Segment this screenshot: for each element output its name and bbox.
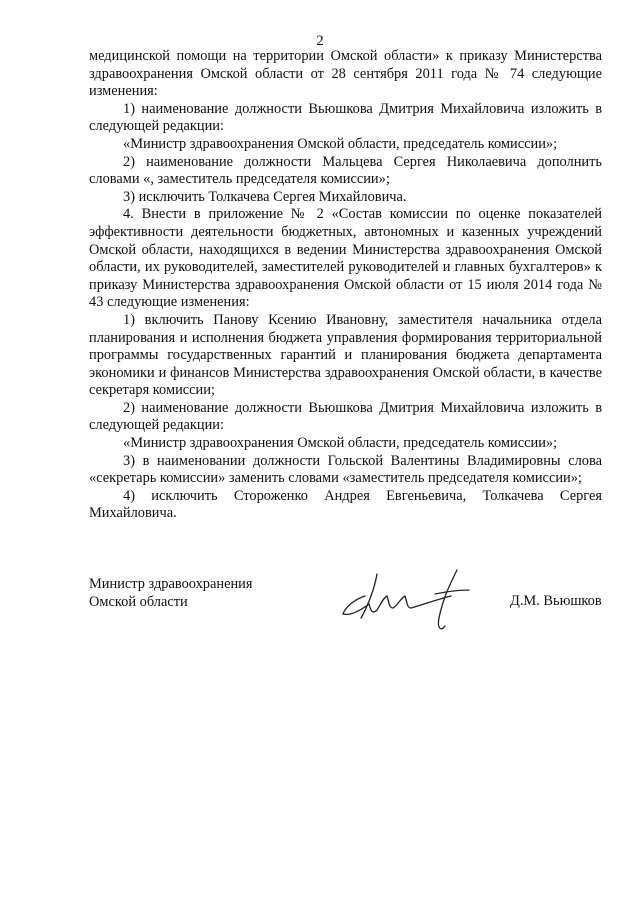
paragraph-item: 2) наименование должности Вьюшкова Дмитрия Михайловича изложить в следующей редакции: xyxy=(89,399,602,434)
signatory-name: Д.М. Вьюшков xyxy=(510,593,602,609)
paragraph-item: 3) исключить Толкачева Сергея Михайловича. xyxy=(123,188,407,205)
signatory-title-line: Министр здравоохранения xyxy=(89,576,253,592)
paragraph-item: 4) исключить Стороженко Андрея Евгеньевича, Толкачева Сергея Михайловича. xyxy=(89,487,602,522)
paragraph-section: 4. Внести в приложение № 2 «Состав комиссии по оценке показателей эффективности деятельности бюджетных, автономных и казенных учреждений Омской области, находящихся в ведении Министерства здравоохранения Омской области, их руководителей, заместителей руководителей и главных бухгалтеров» к приказу Министерства здравоохранения Омской области от 15 июля 2014 года № 43 следующие изменения: xyxy=(89,206,602,311)
page-number: 2 xyxy=(316,33,324,49)
paragraph-quote: «Министр здравоохранения Омской области, председатель комиссии»; xyxy=(123,435,558,452)
handwritten-signature xyxy=(339,566,489,636)
signature-block xyxy=(89,576,629,636)
paragraph-item: 2) наименование должности Мальцева Сергея Николаевича дополнить словами «, заместитель председателя комиссии»; xyxy=(89,153,602,188)
paragraph-item: 1) включить Панову Ксению Ивановну, заместителя начальника отдела планирования и исполнения бюджета управления формирования территориальной программы государственных гарантий и планирования бюджета департамента экономики и финансов Министерства здравоохранения Омской области, в качестве секретаря комиссии; xyxy=(89,311,602,399)
paragraph-item: 1) наименование должности Вьюшкова Дмитрия Михайловича изложить в следующей редакции: xyxy=(89,100,602,135)
paragraph-continuation: медицинской помощи на территории Омской области» к приказу Министерства здравоохранения Омской области от 28 сентября 2011 года № 74 следующие изменения: xyxy=(89,48,602,100)
paragraph-item: 3) в наименовании должности Гольской Валентины Владимировны слова «секретарь комиссии» заменить словами «заместитель председателя комиссии»; xyxy=(89,452,602,487)
signatory-title xyxy=(89,576,253,611)
paragraph-quote: «Министр здравоохранения Омской области, председатель комиссии»; xyxy=(123,135,558,152)
signatory-title-line: Омской области xyxy=(89,593,188,610)
document-body xyxy=(89,48,602,523)
